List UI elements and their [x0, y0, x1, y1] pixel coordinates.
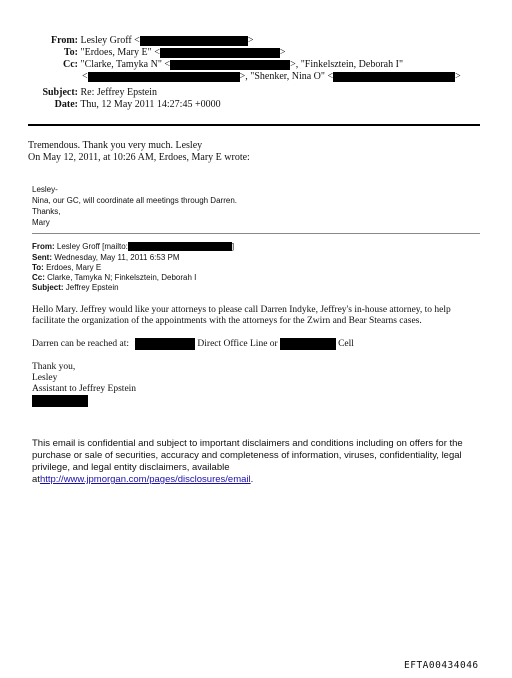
- quoted-line-1: Lesley-: [32, 185, 58, 194]
- header-subject-value: Re: Jeffrey Epstein: [80, 87, 157, 98]
- disclaimer: [32, 438, 480, 486]
- header-to-tail: >: [279, 47, 286, 58]
- quoted2-from-line: [32, 242, 234, 252]
- header-cc-lead2: <: [82, 71, 88, 82]
- redaction-box: [280, 338, 336, 350]
- header-to-label: To:: [63, 47, 78, 58]
- header-cc-line: [40, 59, 403, 71]
- quoted-line-2: Nina, our GC, will coordinate all meetings through Darren.: [32, 196, 237, 205]
- quoted-line-3: Thanks,: [32, 207, 61, 216]
- quoted2-para-line-2: facilitate the organization of the appointments with the attorneys for the Zwirn and Bear Stearns cases.: [32, 316, 422, 326]
- quoted2-sent-line: [32, 253, 180, 263]
- disclaimer-text: This email is confidential and subject to important disclaimers and conditions including on offers for the purchase or sale of securities, accuracy and completeness of information, viruses, confidentiality, legal privilege, and legal entity disclaimers, available: [32, 438, 463, 473]
- header-cc-tail3: >: [455, 71, 461, 82]
- redaction-box: [160, 48, 280, 58]
- redaction-box: [32, 395, 88, 407]
- quoted2-subject-line: [32, 283, 119, 293]
- quoted2-cc-line: [32, 273, 196, 283]
- closing-line-3: Assistant to Jeffrey Epstein: [32, 384, 137, 394]
- quoted2-sent-label: Sent:: [32, 253, 52, 262]
- quoted2-cc-label: Cc:: [32, 273, 45, 282]
- redaction-box: [135, 338, 195, 350]
- disclosures-link[interactable]: http://www.jpmorgan.com/pages/disclosures/email: [39, 474, 251, 485]
- quoted2-para-line-1: Hello Mary. Jeffrey would like your attorneys to please call Darren Indyke, Jeffrey's in-house attorney, to help: [32, 305, 451, 315]
- header-from-tail: >: [247, 35, 254, 46]
- redaction-box: [170, 60, 290, 70]
- header-date-line: [40, 99, 221, 111]
- quoted2-from-value: Lesley Groff [mailto:: [56, 242, 128, 251]
- reach-line: [32, 338, 354, 350]
- quoted-line-4: Mary: [32, 218, 50, 227]
- header-to-line: [40, 47, 285, 59]
- reply-line-2: On May 12, 2011, at 10:26 AM, Erdoes, Mary E wrote:: [28, 152, 250, 163]
- closing-line-1: Thank you,: [32, 362, 76, 372]
- header-subject-line: [40, 87, 157, 99]
- reach-mid: Direct Office Line or: [197, 339, 278, 350]
- redaction-box: [333, 72, 455, 82]
- reply-line-1: Tremendous. Thank you very much. Lesley: [28, 140, 203, 151]
- header-cc-tail2: >, "Shenker, Nina O" <: [239, 71, 334, 82]
- quoted2-to-value: Erdoes, Mary E: [46, 263, 102, 272]
- header-to-value: "Erdoes, Mary E" <: [80, 47, 160, 58]
- header-date-value: Thu, 12 May 2011 14:27:45 +0000: [80, 99, 221, 110]
- bates-number: EFTA00434046: [404, 660, 479, 671]
- header-date-label: Date:: [54, 99, 78, 110]
- disclaimer-link-tail: .: [250, 474, 254, 485]
- header-cc-value: "Clarke, Tamyka N" <: [80, 59, 171, 70]
- quoted2-sent-value: Wednesday, May 11, 2011 6:53 PM: [54, 253, 180, 262]
- quoted2-cc-value: Clarke, Tamyka N; Finkelsztein, Deborah I: [47, 273, 197, 282]
- closing-line-2: Lesley: [32, 373, 58, 383]
- redaction-box: [128, 242, 235, 251]
- quoted2-to-line: [32, 263, 101, 273]
- header-from-label: From:: [50, 35, 78, 46]
- redaction-box: [140, 36, 248, 46]
- header-cc-label: Cc:: [63, 59, 78, 70]
- quoted-divider: [32, 233, 480, 234]
- header-cc-line2: [82, 71, 461, 83]
- disclaimer-at: at: [32, 474, 40, 485]
- redaction-box: [88, 72, 240, 82]
- reach-tail: Cell: [338, 339, 354, 350]
- header-divider: [28, 124, 480, 126]
- header-cc-tail1: >, "Finkelsztein, Deborah I": [290, 59, 404, 70]
- quoted2-subject-value: Jeffrey Epstein: [65, 283, 119, 292]
- header-from-value: Lesley Groff <: [80, 35, 140, 46]
- quoted2-subject-label: Subject:: [32, 283, 64, 292]
- quoted2-to-label: To:: [32, 263, 44, 272]
- header-subject-label: Subject:: [42, 87, 78, 98]
- header-from-line: [40, 35, 253, 47]
- reach-lead: Darren can be reached at:: [32, 339, 130, 350]
- quoted2-from-tail: ]: [231, 242, 235, 251]
- quoted2-from-label: From:: [32, 242, 55, 251]
